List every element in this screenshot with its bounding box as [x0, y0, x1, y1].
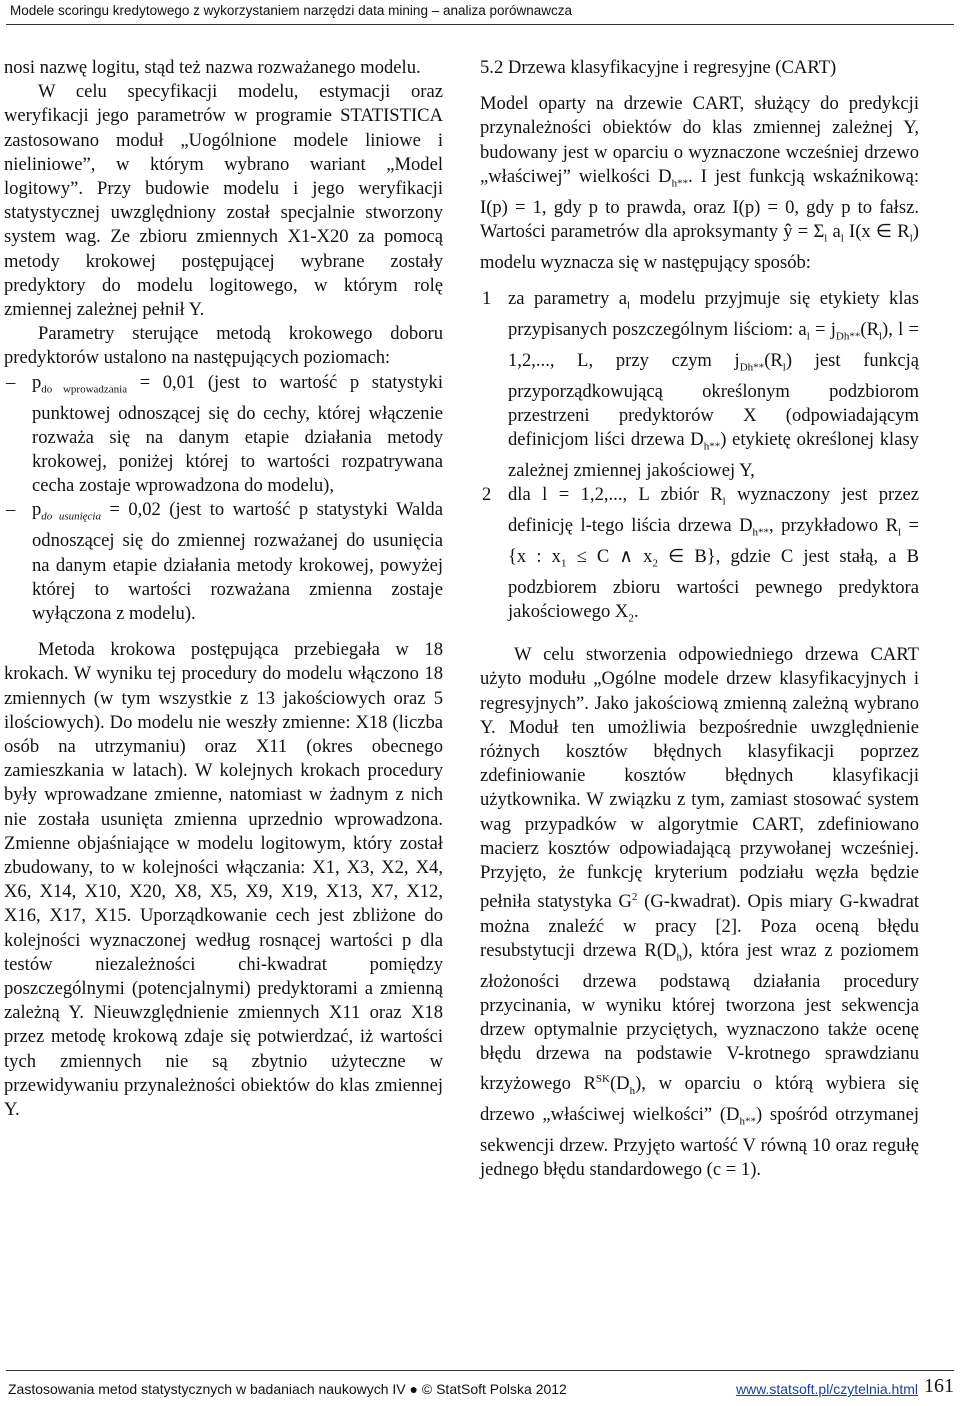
- list-item-p-removal: – $p_{do usunięcia} = 0,02$ (jest to wartość p statystyki Walda odnoszącej się do zmiennej rozważanej do usunięcia na danym etapie działania metody krokowej, powyżej której to wartości rozważana zmienna zostaje wyłączona z modelu).: [6, 499, 443, 624]
- page-footer: [6, 1370, 954, 1401]
- page-number: 161: [924, 1375, 954, 1397]
- running-header: [6, 0, 954, 25]
- left-paragraph-2: W celu specyfikacji modelu, estymacji oraz weryfikacji jego parametrów w programie STATISTICA zastosowano moduł „Uogólnione modele liniowe i nieliniowe”, w którym wybrano wariant „Model logitowy”. Przy budowie modelu i jego weryfikacji statystycznej uwzględniony został specjalnie stworzony system wag. Ze zbioru zmiennych X1-X20 za pomocą metody krokowej postępującej wybrane zostały predyktory do modelu logitowego, w którym rolę zmiennej zależnej pełnił Y.: [4, 81, 443, 321]
- numbered-item-2: 2 dla l = 1,2,..., L zbiór $R_l$ wyznaczony jest przez definicję l-tego liścia drzewa $D_{h**}$, przykładowo $R_l = \{x$ : $x_1 \le C$ ∧ $x_2$ ∈ B}, gdzie C jest stałą, a B podzbiorem zbioru wartości pewnego predyktora jakościowego $X_2$.: [482, 484, 919, 626]
- left-paragraph-3: Parametry sterujące metodą krokowego doboru predyktorów ustalono na następujących poziomach:: [4, 323, 443, 369]
- right-column: [480, 56, 919, 1182]
- list-item-p-entry: – $p_{do wprowadzania} = 0,01$ (jest to wartość p statystyki punktowej odnoszącej się do cechy, której włączenie rozważa się na danym etapie działania metody krokowej, poniżej której to wartości rozpatrywana cecha zostaje wprowadzona do modelu),: [6, 371, 443, 497]
- numbered-item-1: 1 za parametry $a_l$ modelu przyjmuje się etykiety klas przypisanych poszczególnym liściom: $a_l = j_{Dh**}(R_l)$, l = 1,2,..., L, przy czym $j_{Dh**}(R_l)$ jest funkcją przyporządkowującą określonym podzbiorom przestrzeni predyktorów X (odpowiadającym definicjom liści drzewa $D_{h**}$) etykietę określonej klasy zależnej zmiennej jakościowej Y,: [482, 288, 920, 482]
- footer-link[interactable]: www.statsoft.pl/czytelnia.html: [735, 1381, 918, 1397]
- right-paragraph-1: Model oparty na drzewie CART, służący do predykcji przynależności obiektów do klas zmiennej zależnej Y, budowany jest w oparciu o wyznaczone wcześniej drzewo „właściwej” wielkości $D_{h**}$. I jest funkcją wskaźnikową: I(p) = 1, gdy p to prawda, oraz I(p) = 0, gdy p to fałsz. Wartości parametrów dla aproksymanty ŷ = $\Sigma_l$ $a_l$ I(x ∈ $R_l$) modelu wyznacza się w następujący sposób:: [480, 93, 919, 273]
- dash-bullet: –: [6, 371, 16, 393]
- right-paragraph-2: W celu stworzenia odpowiedniego drzewa CART użyto modułu „Ogólne modele drzew klasyfikacyjnych i regresyjnych”. Jako jakościową zmienną zależną wybrano Y. Moduł ten umożliwia bezpośrednie uwzględnienie różnych kosztów błędnych klasyfikacji poprzez zdefiniowanie kosztów błędnych klasyfikacji użytkownika. W związku z tym, zamiast stosować system wag przypadków w algorytmie CART, zdefiniowano macierz kosztów odpowiadającą przywołanej wcześniej. Przyjęto, że funkcję kryterium podziału węzła będzie pełniła statystyka $G^2$ (G-kwadrat). Opis miary G-kwadrat można znaleźć w pracy [2]. Poza oceną błędu resubstytucji drzewa $R(D_h)$, która jest wraz z poziomem złożoności drzewa podstawą działania procedury przycinania, w wyniku której tworzona jest sekwencja drzew optymalnie przyciętych, wyznaczono także ocenę błędu drzewa na podstawie V-krotnego sprawdzianu krzyżowego $R^{SK}(D_h)$, w oparciu o którą wybiera się drzewo „właściwej wielkości” $(D_{h**})$ spośród otrzymanej sekwencji drzew. Przyjęto wartość V równą 10 oraz regułę jednego błędu standardowego (c = 1).: [480, 644, 919, 1180]
- dash-bullet: –: [6, 499, 16, 521]
- left-column: [4, 56, 443, 1122]
- section-heading: 5.2 Drzewa klasyfikacyjne i regresyjne (CART): [480, 57, 837, 78]
- footer-text: Zastosowania metod statystycznych w badaniach naukowych IV ● © StatSoft Polska 2012: [8, 1381, 567, 1397]
- left-paragraph-4: Metoda krokowa postępująca przebiegała w 18 krokach. W wyniku tej procedury do modelu włączono 18 zmiennych (w tym wszystkie z 13 jakościowych oraz 5 ilościowych). Do modelu nie weszły zmienne: X18 (liczba osób na utrzymaniu) oraz X11 (okres obecnego zamieszkania w latach). W kolejnych krokach procedury były wprowadzane zmienne, natomiast w żadnym z nich nie została usunięta zmienna uprzednio wprowadzona. Zmienne objaśniające w modelu logitowym, który został zbudowany, to w kolejności włączania: X1, X3, X2, X4, X6, X14, X10, X20, X8, X5, X9, X19, X13, X7, X12, X16, X17, X15. Uporządkowanie cech jest zbliżone do kolejności wyznaczonej według rosnącej wartości p dla testów niezależności chi-kwadrat pomiędzy poszczególnymi (potencjalnymi) predyktorami a zmienną zależną Y. Nieuwzględnienie zmiennych X11 oraz X18 przez metodę krokową zdaje się potwierdzać, iż wartości tych zmiennych nie są zbytnio użyteczne w przewidywaniu przynależności obiektów do klas zmiennej Y.: [4, 639, 443, 1120]
- left-paragraph-1: nosi nazwę logitu, stąd też nazwa rozważanego modelu.: [4, 57, 421, 78]
- header-title: Modele scoringu kredytowego z wykorzystaniem narzędzi data mining – analiza porównawcza: [10, 3, 573, 18]
